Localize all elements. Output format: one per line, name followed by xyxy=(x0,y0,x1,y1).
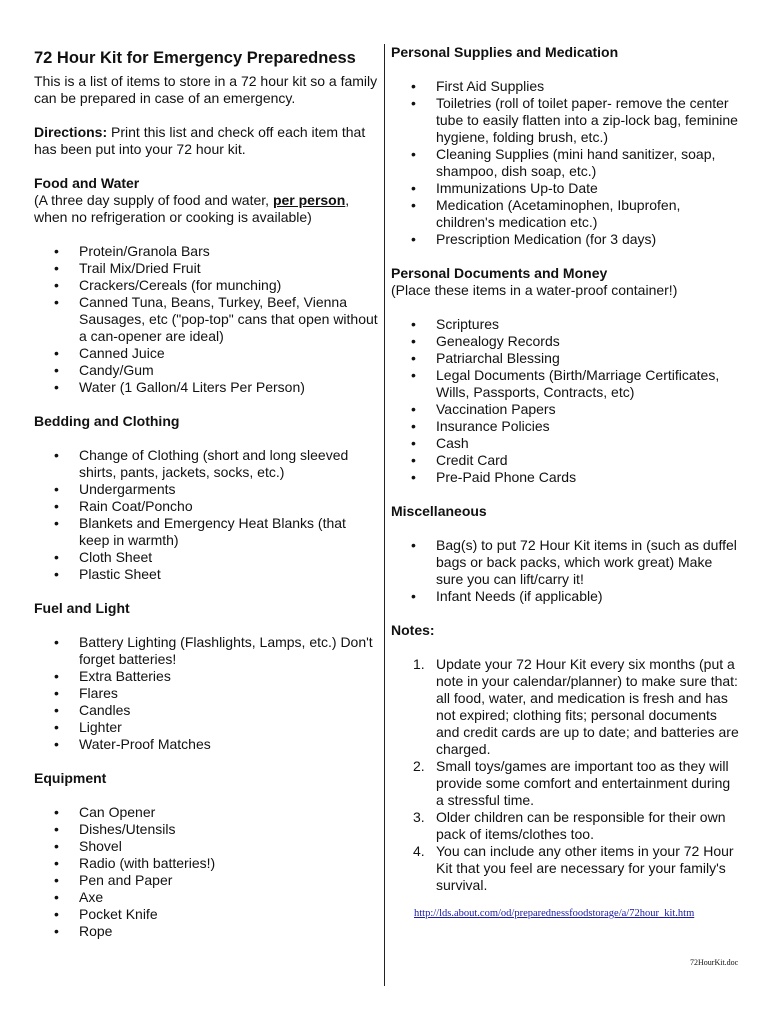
list-item: • Protein/Granola Bars xyxy=(34,243,378,260)
list-item: • Plastic Sheet xyxy=(34,566,378,583)
fuel-list xyxy=(34,634,378,753)
list-item: • Rain Coat/Poncho xyxy=(34,498,378,515)
list-item: • Undergarments xyxy=(34,481,378,498)
list-item: • Insurance Policies xyxy=(391,418,741,435)
source-link[interactable]: http://lds.about.com/od/preparednessfoodstorage/a/72hour_kit.htm xyxy=(414,908,695,919)
directions-label: Directions: xyxy=(34,124,108,140)
list-item: • Legal Documents (Birth/Marriage Certificates, Wills, Passports, Contracts, etc) xyxy=(391,367,741,401)
list-item: • Vaccination Papers xyxy=(391,401,741,418)
list-item: • Flares xyxy=(34,685,378,702)
list-item: • Cleaning Supplies (mini hand sanitizer, soap, shampoo, dish soap, etc.) xyxy=(391,146,741,180)
list-item: • Dishes/Utensils xyxy=(34,821,378,838)
list-item: • Crackers/Cereals (for munching) xyxy=(34,277,378,294)
misc-heading: Miscellaneous xyxy=(391,503,487,519)
right-column xyxy=(391,44,741,919)
list-item: • Genealogy Records xyxy=(391,333,741,350)
food-heading: Food and Water xyxy=(34,175,140,191)
list-item: • Immunizations Up-to Date xyxy=(391,180,741,197)
food-desc-emphasis: per person xyxy=(272,192,346,208)
list-item: • Canned Juice xyxy=(34,345,378,362)
bedding-heading: Bedding and Clothing xyxy=(34,413,180,429)
note-item: Small toys/games are important too as they will provide some comfort and entertainment during a stressful time. xyxy=(436,758,731,808)
list-item: • Infant Needs (if applicable) xyxy=(391,588,741,605)
food-list xyxy=(34,243,378,396)
list-item: • Scriptures xyxy=(391,316,741,333)
fuel-heading: Fuel and Light xyxy=(34,600,130,616)
food-desc-pre: (A three day supply of food and water, xyxy=(34,192,273,208)
intro-text: This is a list of items to store in a 72 hour kit so a family can be prepared in case of an emergency. xyxy=(34,73,378,106)
list-item: • Candles xyxy=(34,702,378,719)
list-item: • Pre-Paid Phone Cards xyxy=(391,469,741,486)
note-item: You can include any other items in your 72 Hour Kit that you feel are necessary for your family's survival. xyxy=(436,843,734,893)
list-item: • Extra Batteries xyxy=(34,668,378,685)
directions-text xyxy=(34,124,378,158)
documents-heading: Personal Documents and Money xyxy=(391,265,608,281)
notes-list xyxy=(391,656,741,894)
list-item: • Trail Mix/Dried Fruit xyxy=(34,260,378,277)
directions-body: Print this list and check off each item that has been put into your 72 hour kit. xyxy=(34,124,366,157)
footer-filename: 72HourKit.doc xyxy=(690,958,739,967)
list-item: • Canned Tuna, Beans, Turkey, Beef, Vienna Sausages, etc ("pop-top" cans that open without a can-opener are ideal) xyxy=(34,294,378,345)
bedding-list xyxy=(34,447,378,583)
list-item: • Bag(s) to put 72 Hour Kit items in (such as duffel bags or back packs, which work great) Make sure you can lift/carry it! xyxy=(391,537,741,588)
food-desc-post: , when no refrigeration or cooking is available) xyxy=(34,192,350,225)
list-item: • Patriarchal Blessing xyxy=(391,350,741,367)
list-item: • Pocket Knife xyxy=(34,906,378,923)
list-item: • Shovel xyxy=(34,838,378,855)
list-item: • Rope xyxy=(34,923,378,940)
food-description xyxy=(34,192,378,226)
list-item: • Battery Lighting (Flashlights, Lamps, etc.) Don't forget batteries! xyxy=(34,634,378,668)
list-item: • Change of Clothing (short and long sleeved shirts, pants, jackets, socks, etc.) xyxy=(34,447,378,481)
list-item: • Lighter xyxy=(34,719,378,736)
page-title: 72 Hour Kit for Emergency Preparedness xyxy=(34,49,356,67)
personal-list xyxy=(391,78,741,248)
list-item: • Water-Proof Matches xyxy=(34,736,378,753)
list-item: • Pen and Paper xyxy=(34,872,378,889)
documents-description: (Place these items in a water-proof container!) xyxy=(391,282,678,298)
list-item: • Cash xyxy=(391,435,741,452)
equipment-list xyxy=(34,804,378,940)
column-divider xyxy=(384,44,385,986)
list-item: • Medication (Acetaminophen, Ibuprofen, children's medication etc.) xyxy=(391,197,741,231)
list-item: • Can Opener xyxy=(34,804,378,821)
list-item: • Cloth Sheet xyxy=(34,549,378,566)
note-item: Older children can be responsible for their own pack of items/clothes too. xyxy=(436,809,726,842)
list-item: • Radio (with batteries!) xyxy=(34,855,378,872)
list-item: • Candy/Gum xyxy=(34,362,378,379)
list-item: • Axe xyxy=(34,889,378,906)
list-item: • First Aid Supplies xyxy=(391,78,741,95)
equipment-heading: Equipment xyxy=(34,770,107,786)
list-item: • Blankets and Emergency Heat Blanks (that keep in warmth) xyxy=(34,515,378,549)
list-item: • Water (1 Gallon/4 Liters Per Person) xyxy=(34,379,378,396)
documents-list xyxy=(391,316,741,486)
note-item: Update your 72 Hour Kit every six months (put a note in your calendar/planner) to make sure that: all food, water, and medication is fresh and has not expired; clothing fits; personal documents and credit cards are up to date; and batteries are charged. xyxy=(436,656,739,757)
left-column xyxy=(34,48,378,940)
misc-list xyxy=(391,537,741,605)
notes-heading: Notes: xyxy=(391,622,435,638)
personal-heading: Personal Supplies and Medication xyxy=(391,44,619,60)
list-item: • Credit Card xyxy=(391,452,741,469)
list-item: • Prescription Medication (for 3 days) xyxy=(391,231,741,248)
list-item: • Toiletries (roll of toilet paper- remove the center tube to easily flatten into a zip-lock bag, feminine hygiene, folding brush, etc.) xyxy=(391,95,741,146)
